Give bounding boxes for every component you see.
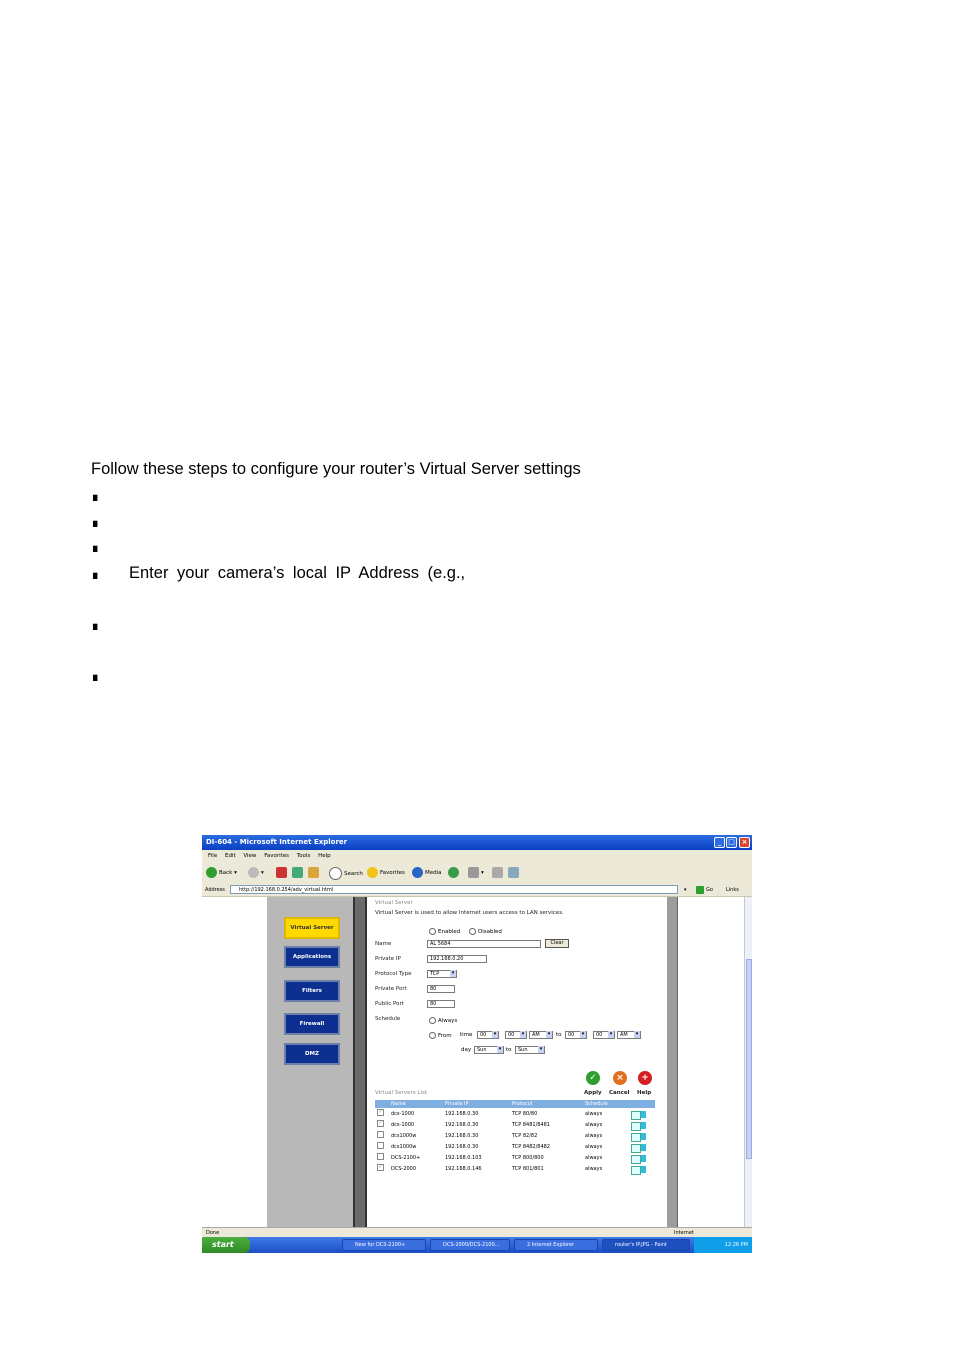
bullet-6: ∎ <box>91 669 100 684</box>
cancel-button[interactable]: Cancel <box>609 1090 630 1096</box>
menu-tools[interactable]: Tools <box>296 853 311 859</box>
row-protocol: TCP 800/800 <box>512 1155 544 1161</box>
edit-entry-icon[interactable] <box>631 1111 641 1120</box>
col-protocol: Protocol <box>512 1101 533 1107</box>
forward-button[interactable]: ▾ <box>248 867 264 879</box>
section-description: Virtual Server is used to allow Internet users access to LAN services. <box>375 910 564 916</box>
address-bar <box>202 884 752 897</box>
address-dropdown-icon[interactable]: ▾ <box>684 887 687 893</box>
row-name: dcs1000w <box>391 1144 417 1150</box>
from-day-select[interactable]: Sun ▾ <box>474 1046 504 1054</box>
status-done: Done <box>206 1230 220 1236</box>
row-name: DCS-2000 <box>391 1166 417 1172</box>
table-row: ✓ DCS-2000 192.168.0.146 TCP 801/801 always <box>375 1164 655 1175</box>
address-label: Address <box>205 887 225 893</box>
panel-divider <box>353 897 367 1227</box>
delete-entry-icon[interactable] <box>641 1155 646 1162</box>
row-protocol: TCP 82/82 <box>512 1133 538 1139</box>
table-row <box>375 1131 655 1142</box>
delete-entry-icon[interactable] <box>641 1122 646 1129</box>
delete-entry-icon[interactable] <box>641 1133 646 1140</box>
to-day-select[interactable]: Sun ▾ <box>515 1046 545 1054</box>
minimize-icon[interactable]: _ <box>714 837 725 848</box>
bullet-3: ∎ <box>91 540 100 555</box>
go-icon <box>696 886 704 894</box>
table-row <box>375 1153 655 1164</box>
menu-favorites[interactable]: Favorites <box>264 853 290 859</box>
window-title: DI-604 - Microsoft Internet Explorer <box>206 838 348 846</box>
edit-icon[interactable] <box>508 867 521 879</box>
row-schedule: always <box>585 1144 603 1150</box>
schedule-label: Schedule <box>375 1016 401 1022</box>
menu-help[interactable]: Help <box>318 853 331 859</box>
list-title: Virtual Servers List <box>375 1090 427 1096</box>
refresh-icon[interactable] <box>292 867 305 879</box>
apply-button[interactable]: Apply <box>584 1090 602 1096</box>
task-1[interactable]: New for DCS-2100+ <box>342 1239 426 1251</box>
nav-filters[interactable]: Filters <box>284 980 340 1002</box>
media-icon <box>412 867 423 878</box>
row-private-ip: 192.168.0.146 <box>445 1166 482 1172</box>
to-hour-select[interactable]: 00 ▾ <box>565 1031 587 1039</box>
status-zone: Internet <box>674 1230 694 1236</box>
public-port-field[interactable]: 80 <box>427 1000 455 1008</box>
row-private-ip: 192.168.0.103 <box>445 1155 482 1161</box>
delete-entry-icon[interactable] <box>641 1166 646 1173</box>
browser-toolbar <box>202 862 752 885</box>
private-ip-field[interactable]: 192.168.0.20 <box>427 955 487 963</box>
list-header <box>375 1100 655 1108</box>
search-icon <box>329 867 342 880</box>
page-content <box>202 897 744 1227</box>
row-protocol: TCP 801/801 <box>512 1166 544 1172</box>
to-ampm-select[interactable]: AM ▾ <box>617 1031 641 1039</box>
nav-firewall[interactable]: Firewall <box>284 1013 340 1035</box>
cancel-icon[interactable]: × <box>613 1071 627 1085</box>
row-private-ip: 192.168.0.30 <box>445 1122 479 1128</box>
time-label: time <box>460 1032 473 1038</box>
window-titlebar <box>202 835 752 850</box>
favorites-button[interactable]: Favorites <box>367 867 405 879</box>
search-button[interactable]: Search <box>329 867 363 880</box>
star-icon <box>367 867 378 878</box>
print-icon[interactable] <box>492 867 505 879</box>
bullet-1: ∎ <box>91 489 100 504</box>
clear-button[interactable]: Clear <box>545 939 569 948</box>
from-minute-select[interactable]: 00 ▾ <box>505 1031 527 1039</box>
day-to-label: to <box>506 1047 512 1053</box>
from-hour-select[interactable]: 00 ▾ <box>477 1031 499 1039</box>
edit-entry-icon[interactable] <box>631 1155 641 1164</box>
bullet-4: ∎ <box>91 567 100 582</box>
address-input[interactable]: http://192.168.0.254/adv_virtual.html <box>230 885 678 894</box>
private-ip-label: Private IP <box>375 956 401 962</box>
forward-icon <box>248 867 259 878</box>
row-schedule: always <box>585 1166 603 1172</box>
bullet-4-text: Enter your camera’s local IP Address (e.g., <box>129 564 466 582</box>
virtual-server-form <box>369 897 667 1227</box>
delete-entry-icon[interactable] <box>641 1111 646 1118</box>
edit-entry-icon[interactable] <box>631 1144 641 1153</box>
row-name: DCS-2100+ <box>391 1155 421 1161</box>
right-border <box>667 897 677 1227</box>
section-title: Virtual Server <box>375 900 413 906</box>
menu-view[interactable]: View <box>243 853 257 859</box>
mail-icon[interactable]: ▾ <box>468 867 484 879</box>
row-protocol: TCP 80/80 <box>512 1111 538 1117</box>
nav-dmz[interactable]: DMZ <box>284 1043 340 1065</box>
help-icon[interactable]: + <box>638 1071 652 1085</box>
task-2[interactable]: DCS-2000/DCS-2100... <box>430 1239 510 1251</box>
clock: 12:26 PM <box>724 1242 748 1248</box>
row-name: dcs-1000 <box>391 1122 415 1128</box>
row-schedule: always <box>585 1133 603 1139</box>
row-protocol: TCP 8481/8481 <box>512 1122 550 1128</box>
day-label: day <box>461 1047 472 1053</box>
back-icon <box>206 867 217 878</box>
row-name: dcs1000w <box>391 1133 417 1139</box>
maximize-icon[interactable]: □ <box>726 837 737 848</box>
router-nav <box>267 897 353 1227</box>
right-margin <box>677 897 745 1227</box>
row-private-ip: 192.168.0.30 <box>445 1144 479 1150</box>
close-icon[interactable]: × <box>739 837 750 848</box>
scroll-thumb[interactable] <box>746 959 752 1159</box>
from-ampm-select[interactable]: AM ▾ <box>529 1031 553 1039</box>
task-4[interactable]: router's IP.JPG - Paint <box>602 1239 690 1251</box>
taskbar <box>202 1237 752 1253</box>
task-3[interactable]: 2 Internet Explorer <box>514 1239 598 1251</box>
edit-entry-icon[interactable] <box>631 1122 641 1131</box>
delete-entry-icon[interactable] <box>641 1144 646 1151</box>
menu-file[interactable]: File <box>208 853 218 859</box>
disabled-radio[interactable]: Disabled <box>469 928 502 935</box>
row-schedule: always <box>585 1122 603 1128</box>
router-screenshot <box>202 835 752 1253</box>
nav-virtual-server[interactable]: Virtual Server <box>284 917 340 939</box>
row-private-ip: 192.168.0.30 <box>445 1133 479 1139</box>
row-protocol: TCP 8482/8482 <box>512 1144 550 1150</box>
col-name: Name <box>391 1101 406 1107</box>
enabled-radio[interactable]: Enabled <box>429 928 460 935</box>
go-button[interactable]: Go <box>696 884 713 896</box>
links-button[interactable]: Links <box>726 887 739 893</box>
menu-bar <box>202 850 752 862</box>
vertical-scrollbar[interactable] <box>744 897 752 1227</box>
col-schedule: Schedule <box>585 1101 608 1107</box>
protocol-type-label: Protocol Type <box>375 971 412 977</box>
col-private-ip: Private IP <box>445 1101 469 1107</box>
home-icon[interactable] <box>308 867 321 879</box>
bullet-5: ∎ <box>91 618 100 633</box>
edit-entry-icon[interactable] <box>631 1166 641 1175</box>
stop-icon[interactable] <box>276 867 289 879</box>
intro-text: Follow these steps to configure your router’s Virtual Server settings <box>91 460 581 478</box>
row-name: dcs-1000 <box>391 1111 415 1117</box>
always-radio[interactable]: Always <box>429 1017 457 1024</box>
to-minute-select[interactable]: 00 ▾ <box>593 1031 615 1039</box>
private-port-label: Private Port <box>375 986 407 992</box>
history-icon[interactable] <box>448 867 461 879</box>
row-schedule: always <box>585 1111 603 1117</box>
media-button[interactable]: Media <box>412 867 442 879</box>
system-tray <box>694 1237 752 1253</box>
from-radio[interactable]: From <box>429 1032 452 1039</box>
menu-edit[interactable]: Edit <box>224 853 236 859</box>
time-to-label: to <box>556 1032 562 1038</box>
apply-icon[interactable]: ✓ <box>586 1071 600 1085</box>
nav-applications[interactable]: Applications <box>284 946 340 968</box>
bullet-2: ∎ <box>91 515 100 530</box>
help-button[interactable]: Help <box>637 1090 652 1096</box>
row-private-ip: 192.168.0.30 <box>445 1111 479 1117</box>
private-port-field[interactable]: 80 <box>427 985 455 993</box>
start-button[interactable]: start <box>202 1237 250 1253</box>
table-row <box>375 1142 655 1153</box>
protocol-type-select[interactable]: TCP ▾ <box>427 970 457 978</box>
table-row: ✓ dcs-1000 192.168.0.30 TCP 80/80 always <box>375 1109 655 1120</box>
table-row: ✓ dcs-1000 192.168.0.30 TCP 8481/8481 always <box>375 1120 655 1131</box>
row-schedule: always <box>585 1155 603 1161</box>
back-button[interactable]: Back ▾ <box>206 867 237 879</box>
name-field[interactable]: AL 5684 <box>427 940 541 948</box>
edit-entry-icon[interactable] <box>631 1133 641 1142</box>
name-label: Name <box>375 941 392 947</box>
public-port-label: Public Port <box>375 1001 404 1007</box>
